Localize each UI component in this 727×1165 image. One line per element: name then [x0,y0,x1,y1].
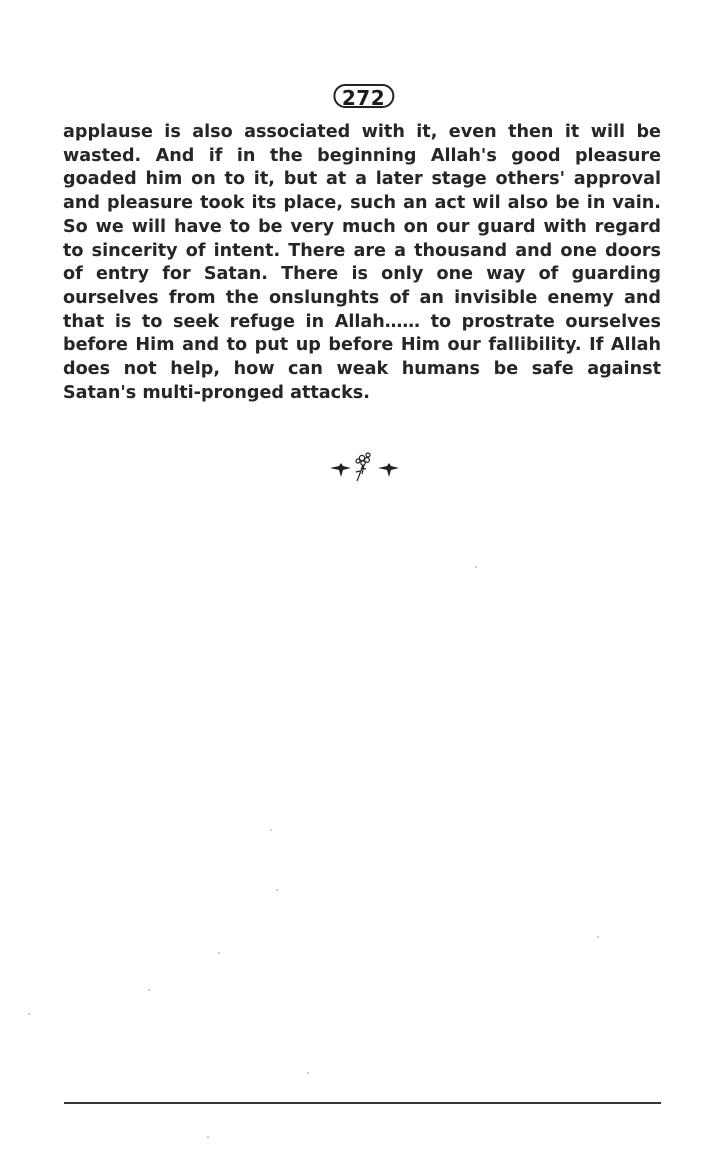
scan-speck [28,1013,30,1015]
scan-speck [207,1136,209,1138]
scan-speck [307,1072,309,1074]
scan-speck [276,889,278,891]
flower-star-divider-icon [319,450,409,484]
scan-speck [475,566,477,568]
footer-rule [64,1102,661,1104]
scan-speck [218,952,220,954]
body-paragraph: applause is also associated with it, even then it will be wasted. And if in the beginning Allah's good pleasure goaded him on to it, but at a later stage others' approval and pleasure took its place, such an act wil also be in vain. So we will have to be very much on our guard with regard to sincerity of intent. There are a thousand and one doors of entry for Satan. There is only one way of guarding ourselves from the onslunghts of an invisible enemy and that is to seek refuge in Allah…… to prostrate ourselves before Him and to put up before Him our fallibility. If Allah does not help, how can weak humans be safe against Satan's multi-pronged attacks. [63,122,661,403]
scan-speck [148,989,150,991]
page-number: 272 [333,84,394,108]
scan-speck [597,936,599,938]
scan-speck [270,829,272,831]
